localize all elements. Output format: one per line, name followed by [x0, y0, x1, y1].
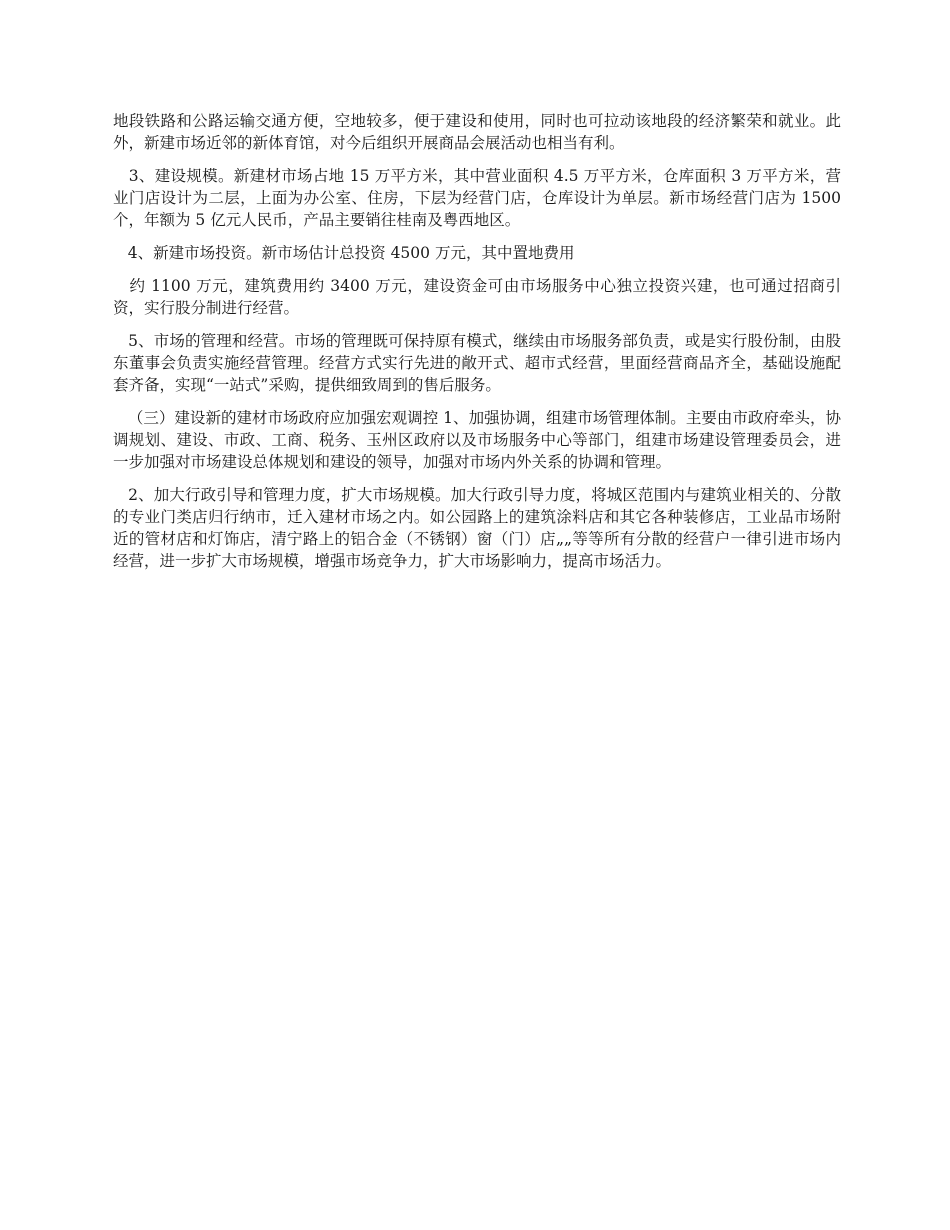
paragraph-investment: 4、新建市场投资。新市场估计总投资 4500 万元，其中置地费用: [113, 244, 575, 262]
paragraph-government-control: （三）建设新的建材市场政府应加强宏观调控 1、加强协调，组建市场管理体制。主要由市政府牵头，协调规划、建设、市政、工商、税务、玉州区政府以及市场服务中心等部门，组建市场建设管理委员会，进一步加强对市场建设总体规划和建设的领导，加强对市场内外关系的协调和管理。: [113, 409, 842, 471]
paragraph-location: 地段铁路和公路运输交通方便，空地较多，便于建设和使用，同时也可拉动该地段的经济繁荣和就业。此外，新建市场近邻的新体育馆，对今后组织开展商品会展活动也相当有利。: [113, 112, 841, 152]
paragraph-administrative-guidance: 2、加大行政引导和管理力度，扩大市场规模。加大行政引导力度，将城区范围内与建筑业相关的、分散的专业门类店归行纳市，迁入建材市场之内。如公园路上的建筑涂料店和其它各种装修店，工业品市场附近的管材店和灯饰店，清宁路上的铝合金（不锈钢）窗（门）店„„等等所有分散的经营户一律引进市场内经营，进一步扩大市场规模，增强市场竞争力，扩大市场影响力，提高市场活力。: [113, 486, 841, 570]
document-page: [113, 110, 846, 583]
paragraph-scale: 3、建设规模。新建材市场占地 15 万平方米，其中营业面积 4.5 万平方米，仓库面积 3 万平方米，营业门店设计为二层，上面为办公室、住房，下层为经营门店，仓库设计为单层。新市场经营门店为 1500 个，年额为 5 亿元人民币，产品主要销往桂南及粤西地区。: [113, 167, 846, 229]
paragraph-investment-cont: 约 1100 万元，建筑费用约 3400 万元，建设资金可由市场服务中心独立投资兴建，也可通过招商引资，实行股分制进行经营。: [113, 277, 841, 317]
paragraph-management: 5、市场的管理和经营。市场的管理既可保持原有模式，继续由市场服务部负责，或是实行股份制，由股东董事会负责实施经营管理。经营方式实行先进的敞开式、超市式经营，里面经营商品齐全，基础设施配套齐备，实现“一站式”采购，提供细致周到的售后服务。: [113, 332, 841, 394]
